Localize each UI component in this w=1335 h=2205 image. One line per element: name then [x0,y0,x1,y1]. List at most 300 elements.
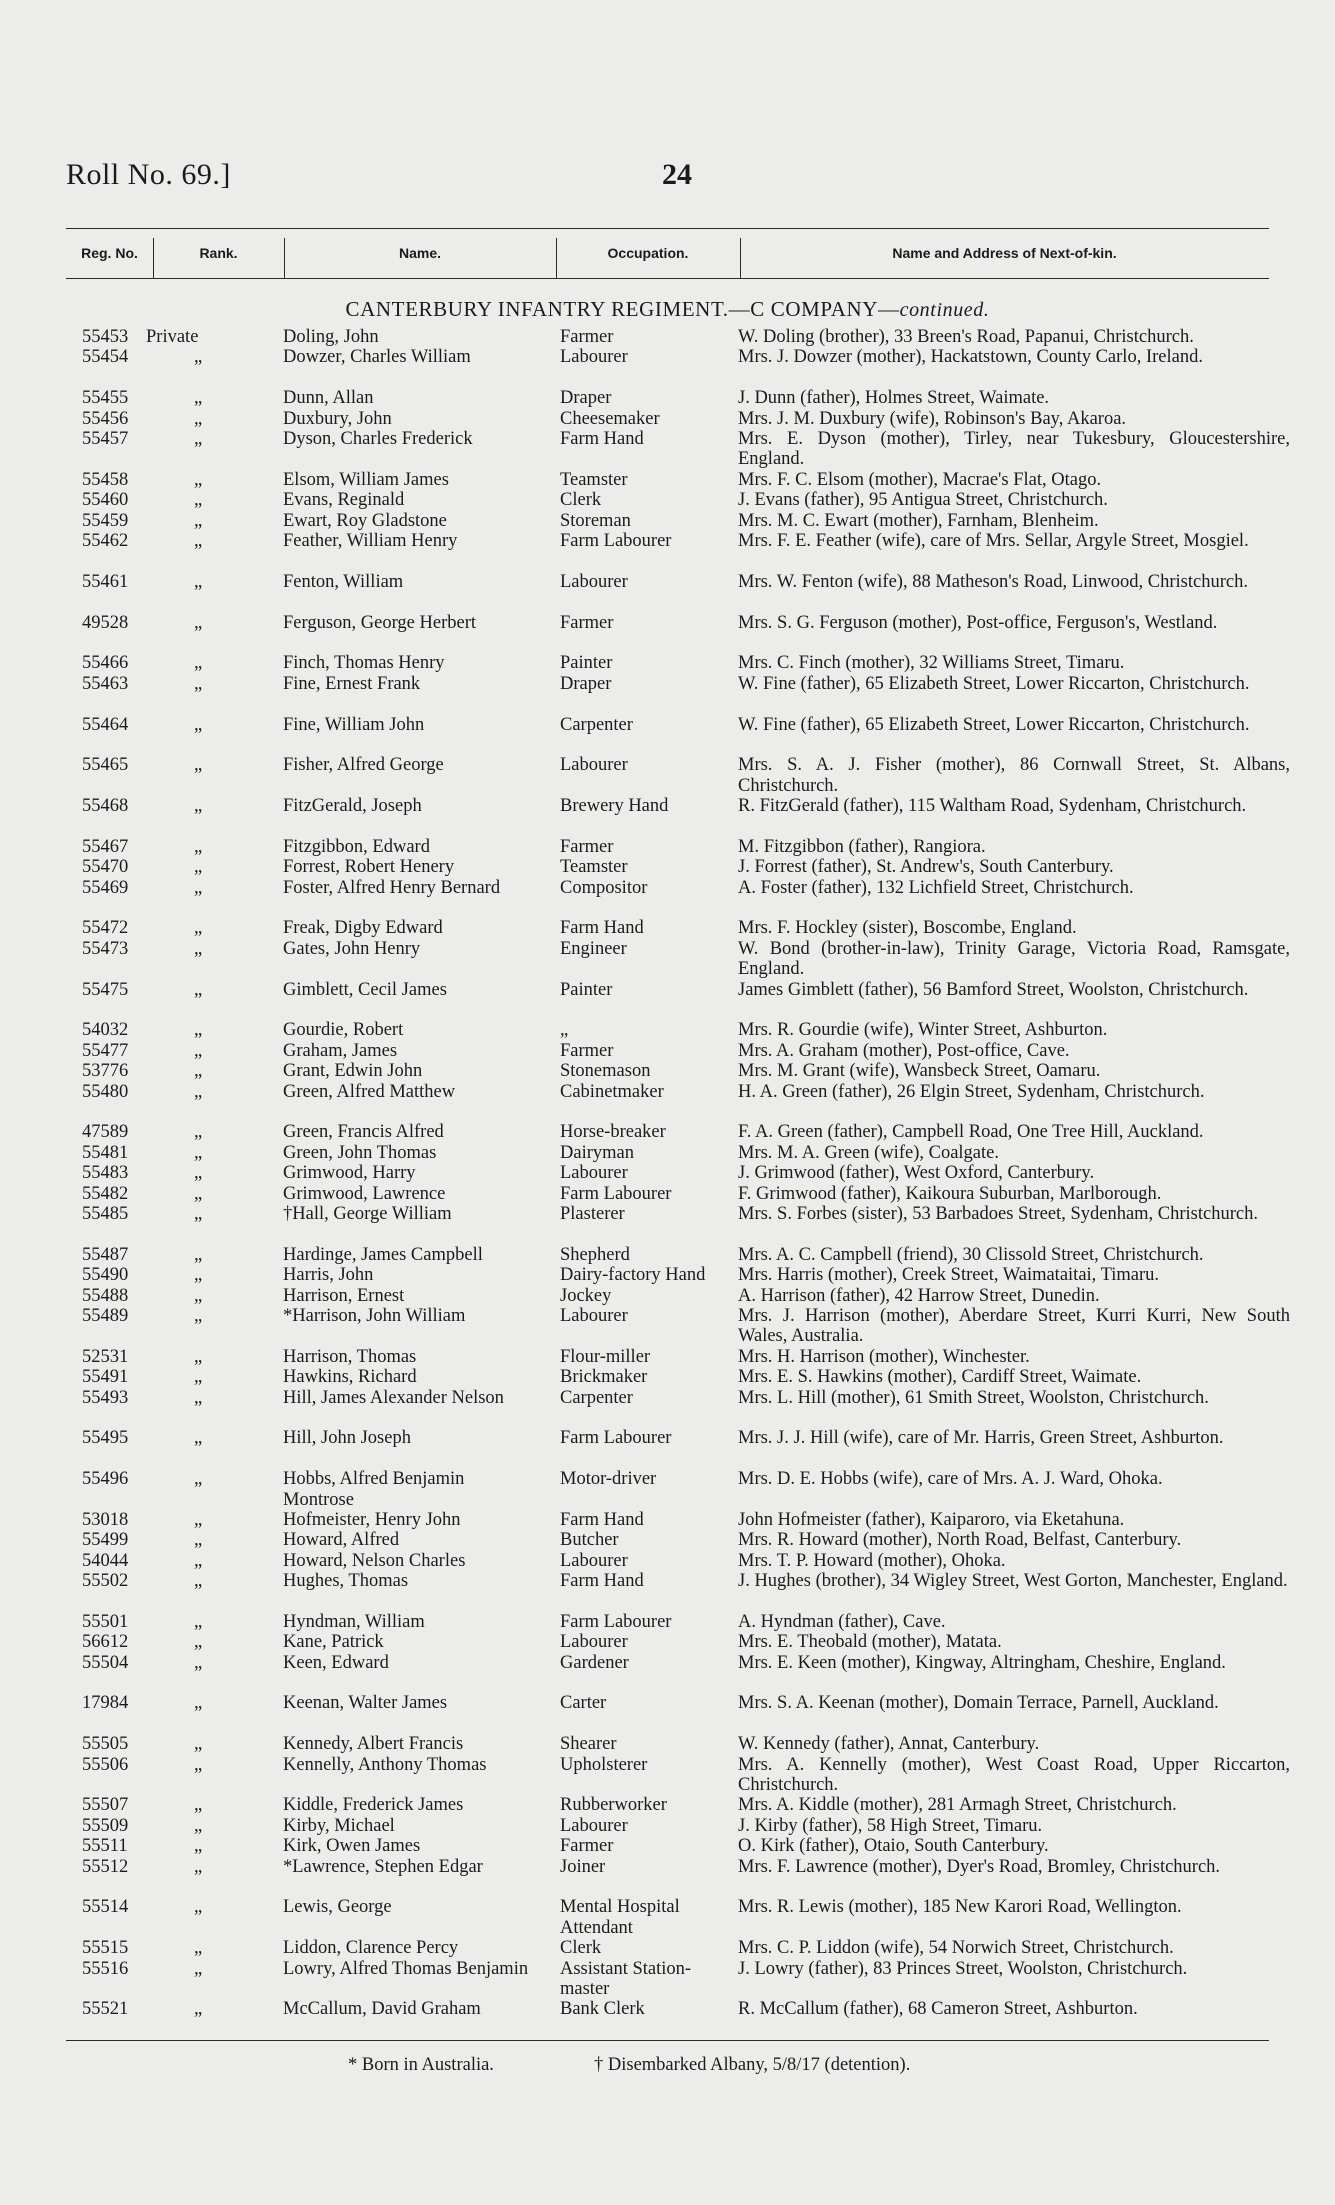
table-row [0,1938,1335,1958]
occupation-cell: Storeman [560,510,631,531]
reg-number: 55493 [82,1387,129,1408]
next-of-kin-cell: M. Fitzgibbon (father), Rangiora. [738,836,986,857]
name-cell: Doling, John [283,327,379,347]
occupation-cell: Horse-breaker [560,1122,666,1143]
name-cell: Foster, Alfred Henry Bernard [283,877,501,898]
next-of-kin-cell: J. Kirby (father), 58 High Street, Timaru. [738,1815,1043,1836]
reg-number: 55502 [82,1571,129,1592]
rank-cell: „ [194,918,203,939]
occupation-cell: Painter [560,979,613,1000]
rank-cell: „ [194,1999,203,2020]
reg-number: 55481 [82,1142,129,1163]
rank-cell: „ [194,1754,203,1775]
rank-cell: „ [194,490,203,511]
table-row [0,1204,1335,1245]
header-next-of-kin: Name and Address of Next-of-kin. [892,245,1117,261]
table-row [0,1020,1335,1040]
occupation-cell: Farmer [560,1040,614,1061]
reg-number: 55506 [82,1754,129,1775]
next-of-kin-cell: J. Forrest (father), St. Andrew's, South Canterbury. [738,857,1114,878]
table-row [0,1041,1335,1061]
reg-number: 55499 [82,1530,129,1551]
reg-number: 55469 [82,877,129,898]
table-row [0,918,1335,938]
name-cell: Kirk, Owen James [283,1836,421,1857]
table-row [0,1163,1335,1183]
name-cell: Dunn, Allan [283,388,374,409]
reg-number: 55467 [82,836,129,857]
next-of-kin-cell: J. Dunn (father), Holmes Street, Waimate. [738,388,1050,409]
header-bottom-rule [66,278,1269,279]
table-row [0,1510,1335,1530]
next-of-kin-cell: Mrs. T. P. Howard (mother), Ohoka. [738,1550,1006,1571]
table-row [0,1897,1335,1938]
reg-number: 55464 [82,714,129,735]
reg-number: 55483 [82,1163,129,1184]
rank-cell: „ [194,1285,203,1306]
table-row [0,327,1335,347]
reg-number: 55489 [82,1305,129,1326]
name-cell: Evans, Reginald [283,490,405,511]
next-of-kin-cell: Mrs. M. A. Green (wife), Coalgate. [738,1142,999,1163]
occupation-cell: Carpenter [560,1387,633,1408]
next-of-kin-cell: W. Bond (brother-in-law), Trinity Garage, Victoria Road, Ramsgate, England. [738,938,1290,980]
next-of-kin-cell: Mrs. F. C. Elsom (mother), Macrae's Flat, Otago. [738,469,1102,490]
occupation-cell: Labourer [560,1632,628,1653]
rank-cell: „ [194,1244,203,1265]
rank-cell: „ [194,857,203,878]
name-cell: Fine, Ernest Frank [283,673,421,694]
next-of-kin-cell: J. Grimwood (father), West Oxford, Canterbury. [738,1163,1095,1184]
rank-cell: „ [194,755,203,776]
rank-cell: „ [194,1550,203,1571]
reg-number: 55466 [82,653,129,674]
rank-cell: „ [194,1428,203,1449]
occupation-cell: Teamster [560,469,628,490]
reg-number: 55495 [82,1428,129,1449]
reg-number: 55475 [82,979,129,1000]
occupation-cell: Painter [560,653,613,674]
reg-number: 55512 [82,1856,129,1877]
reg-number: 55514 [82,1897,129,1918]
name-cell: Grant, Edwin John [283,1061,423,1082]
next-of-kin-cell: Mrs. W. Fenton (wife), 88 Matheson's Road, Linwood, Christchurch. [738,571,1248,592]
rank-cell: „ [194,979,203,1000]
next-of-kin-cell: Mrs. A. Kennelly (mother), West Coast Road, Upper Riccarton, Christchurch. [738,1754,1290,1796]
reg-number: 55487 [82,1244,129,1265]
table-row [0,939,1335,980]
next-of-kin-cell: W. Fine (father), 65 Elizabeth Street, Lower Riccarton, Christchurch. [738,673,1250,694]
rank-cell: „ [194,1734,203,1755]
occupation-cell: Teamster [560,857,628,878]
name-cell: Ewart, Roy Gladstone [283,510,447,531]
occupation-cell: Brickmaker [560,1367,648,1388]
header-name: Name. [398,245,442,261]
table-row [0,613,1335,654]
name-cell: Freak, Digby Edward [283,918,443,939]
table-row [0,1693,1335,1734]
name-cell: Hughes, Thomas [283,1571,409,1592]
reg-number: 55458 [82,469,129,490]
reg-number: 55453 [82,327,129,347]
occupation-cell: Engineer [560,938,627,959]
name-cell: Liddon, Clarence Percy [283,1938,459,1959]
next-of-kin-cell: W. Doling (brother), 33 Breen's Road, Papanui, Christchurch. [738,327,1194,347]
name-cell: Harrison, Thomas [283,1346,417,1367]
rank-cell: „ [194,347,203,368]
occupation-cell: Upholsterer [560,1754,648,1775]
section-title: CANTERBURY INFANTRY REGIMENT.—C COMPANY— [345,297,900,321]
next-of-kin-cell: Mrs. J. M. Duxbury (wife), Robinson's Bay, Akaroa. [738,408,1127,429]
reg-number: 55470 [82,857,129,878]
rank-cell: „ [194,1387,203,1408]
next-of-kin-cell: Mrs. E. S. Hawkins (mother), Cardiff Street, Waimate. [738,1367,1142,1388]
table-row [0,1122,1335,1142]
occupation-cell: Clerk [560,490,602,511]
table-row [0,674,1335,715]
reg-number: 53776 [82,1061,129,1082]
occupation-cell: Motor-driver [560,1469,657,1490]
reg-number: 55511 [82,1836,128,1857]
occupation-cell: Bank Clerk [560,1999,645,2020]
reg-number: 55465 [82,755,129,776]
rank-cell: „ [194,1020,203,1041]
rank-cell: „ [194,1836,203,1857]
reg-number: 55516 [82,1958,129,1979]
rank-cell: „ [194,1611,203,1632]
table-row [0,409,1335,429]
name-cell: Fenton, William [283,571,404,592]
next-of-kin-cell: F. Grimwood (father), Kaikoura Suburban, Marlborough. [738,1183,1162,1204]
roll-label: Roll No. 69.] [66,158,231,191]
table-row [0,837,1335,857]
reg-number: 55461 [82,571,129,592]
reg-number: 55505 [82,1734,129,1755]
next-of-kin-cell: H. A. Green (father), 26 Elgin Street, Sydenham, Christchurch. [738,1081,1205,1102]
rank-cell: „ [194,612,203,633]
rank-cell: „ [194,1061,203,1082]
rank-cell: „ [194,1183,203,1204]
name-cell: *Lawrence, Stephen Edgar [283,1856,483,1877]
reg-number: 53018 [82,1509,129,1530]
rank-cell: „ [194,877,203,898]
next-of-kin-cell: Mrs. E. Dyson (mother), Tirley, near Tukesbury, Gloucestershire, England. [738,428,1290,470]
reg-number: 49528 [82,612,129,633]
name-cell: Fisher, Alfred George [283,755,444,776]
occupation-cell: Carter [560,1693,607,1714]
name-cell: FitzGerald, Joseph [283,796,422,817]
name-cell: Kirby, Michael [283,1815,395,1836]
table-row [0,1306,1335,1347]
table-row [0,1795,1335,1815]
table-row [0,429,1335,470]
name-cell: Grimwood, Lawrence [283,1183,446,1204]
name-cell: Feather, William Henry [283,530,458,551]
rank-cell: „ [194,1938,203,1959]
reg-number: 55490 [82,1265,129,1286]
name-cell: Hawkins, Richard [283,1367,417,1388]
name-cell: Kennedy, Albert Francis [283,1734,464,1755]
rank-cell: „ [194,1632,203,1653]
next-of-kin-cell: Mrs. F. E. Feather (wife), care of Mrs. Sellar, Argyle Street, Mosgiel. [738,530,1249,551]
next-of-kin-cell: J. Evans (father), 95 Antigua Street, Christchurch. [738,490,1108,511]
next-of-kin-cell: Mrs. L. Hill (mother), 61 Smith Street, Woolston, Christchurch. [738,1387,1209,1408]
rank-cell: „ [194,938,203,959]
rank-cell: „ [194,673,203,694]
next-of-kin-cell: Mrs. S. Forbes (sister), 53 Barbadoes Street, Sydenham, Christchurch. [738,1204,1258,1224]
occupation-cell: Farm Labourer [560,530,672,551]
reg-number: 55504 [82,1652,129,1673]
rank-cell: „ [194,1163,203,1184]
rank-cell: „ [194,1142,203,1163]
rank-cell: „ [194,510,203,531]
rank-cell: „ [194,653,203,674]
occupation-cell: Brewery Hand [560,796,669,817]
next-of-kin-cell: James Gimblett (father), 56 Bamford Street, Woolston, Christchurch. [738,979,1249,1000]
name-cell: Kiddle, Frederick James [283,1795,464,1816]
occupation-cell: „ [560,1020,569,1041]
name-cell: Graham, James [283,1040,398,1061]
next-of-kin-cell: Mrs. R. Howard (mother), North Road, Belfast, Canterbury. [738,1530,1182,1551]
reg-number: 55468 [82,796,129,817]
rank-cell: „ [194,1897,203,1918]
next-of-kin-cell: W. Kennedy (father), Annat, Canterbury. [738,1734,1040,1755]
occupation-cell: Farm Labourer [560,1611,672,1632]
rank-cell: „ [194,1469,203,1490]
reg-number: 55501 [82,1611,129,1632]
table-row [0,653,1335,673]
table-row [0,470,1335,490]
table-row [0,1959,1335,2000]
table-row [0,1836,1335,1856]
rank-cell: „ [194,796,203,817]
name-cell: Fitzgibbon, Edward [283,836,430,857]
table-row [0,1286,1335,1306]
occupation-cell: Labourer [560,1815,628,1836]
table-row [0,1530,1335,1550]
table-row [0,796,1335,837]
occupation-cell: Farm Hand [560,1509,644,1530]
reg-number: 54032 [82,1020,129,1041]
table-row [0,1082,1335,1123]
occupation-cell: Clerk [560,1938,602,1959]
rank-cell: „ [194,388,203,409]
next-of-kin-cell: J. Lowry (father), 83 Princes Street, Woolston, Christchurch. [738,1958,1188,1979]
reg-number: 55454 [82,347,129,368]
table-row [0,572,1335,613]
next-of-kin-cell: A. Foster (father), 132 Lichfield Street, Christchurch. [738,877,1134,898]
rank-cell: „ [194,1204,203,1224]
table-row [0,1265,1335,1285]
next-of-kin-cell: O. Kirk (father), Otaio, South Canterbury. [738,1836,1049,1857]
table-row [0,1061,1335,1081]
reg-number: 55463 [82,673,129,694]
next-of-kin-cell: Mrs. A. Kiddle (mother), 281 Armagh Street, Christchurch. [738,1795,1177,1816]
occupation-cell: Farm Labourer [560,1428,672,1449]
reg-number: 55455 [82,388,129,409]
rank-cell: „ [194,1040,203,1061]
footnote-born: * Born in Australia. [348,2055,494,2075]
occupation-cell: Dairy-factory Hand [560,1265,706,1286]
rank-cell: „ [194,1346,203,1367]
name-cell: Howard, Nelson Charles [283,1550,466,1571]
next-of-kin-cell: Mrs. E. Keen (mother), Kingway, Altringham, Cheshire, England. [738,1652,1226,1673]
name-cell: Keenan, Walter James [283,1693,448,1714]
occupation-cell: Joiner [560,1856,606,1877]
table-row [0,347,1335,388]
occupation-cell: Farmer [560,1836,614,1857]
table-row [0,531,1335,572]
footnote-disembarked: † Disembarked Albany, 5/8/17 (detention). [594,2055,911,2075]
table-row [0,1734,1335,1754]
next-of-kin-cell: Mrs. F. Lawrence (mother), Dyer's Road, Bromley, Christchurch. [738,1856,1221,1877]
next-of-kin-cell: Mrs. A. C. Campbell (friend), 30 Clissold Street, Christchurch. [738,1244,1204,1265]
next-of-kin-cell: Mrs. A. Graham (mother), Post-office, Cave. [738,1040,1070,1061]
occupation-cell: Cabinetmaker [560,1081,664,1102]
table-row [0,1388,1335,1429]
table-row [0,1857,1335,1898]
name-cell: Dyson, Charles Frederick [283,428,473,449]
name-cell: Grimwood, Harry [283,1163,416,1184]
name-cell: Duxbury, John [283,408,392,429]
occupation-cell: Dairyman [560,1142,634,1163]
footer-rule [66,2040,1269,2041]
occupation-cell: Labourer [560,755,628,776]
occupation-cell: Jockey [560,1285,612,1306]
rank-cell: „ [194,1693,203,1714]
reg-number: 55515 [82,1938,129,1959]
next-of-kin-cell: Mrs. Harris (mother), Creek Street, Waimataitai, Timaru. [738,1265,1160,1286]
table-row [0,388,1335,408]
next-of-kin-cell: J. Hughes (brother), 34 Wigley Street, West Gorton, Manchester, England. [738,1571,1288,1592]
reg-number: 55507 [82,1795,129,1816]
table-row [0,1245,1335,1265]
name-cell: Hyndman, William [283,1611,425,1632]
reg-number: 47589 [82,1122,129,1143]
occupation-cell: Assistant Station-master [560,1958,692,2000]
name-cell: Green, Alfred Matthew [283,1081,456,1102]
next-of-kin-cell: Mrs. R. Lewis (mother), 185 New Karori Road, Wellington. [738,1897,1182,1918]
occupation-cell: Shearer [560,1734,617,1755]
occupation-cell: Labourer [560,1163,628,1184]
next-of-kin-cell: John Hofmeister (father), Kaiparoro, via Eketahuna. [738,1509,1125,1530]
rank-cell: „ [194,1856,203,1877]
reg-number: 55460 [82,490,129,511]
occupation-cell: Stonemason [560,1061,651,1082]
name-cell: Lewis, George [283,1897,392,1918]
table-row [0,1816,1335,1836]
occupation-cell: Plasterer [560,1204,625,1224]
occupation-cell: Labourer [560,571,628,592]
header-reg-no: Reg. No. [81,245,138,261]
occupation-cell: Farm Hand [560,428,644,449]
next-of-kin-cell: Mrs. J. Harrison (mother), Aberdare Street, Kurri Kurri, New South Wales, Australia. [738,1305,1290,1347]
table-row [0,755,1335,796]
next-of-kin-cell: Mrs. J. Dowzer (mother), Hackatstown, County Carlo, Ireland. [738,347,1203,368]
occupation-cell: Farmer [560,327,614,347]
occupation-cell: Rubberworker [560,1795,667,1816]
occupation-cell: Cheesemaker [560,408,660,429]
reg-number: 56612 [82,1632,129,1653]
header-rank: Rank. [199,245,238,261]
occupation-cell: Mental Hospital Attendant [560,1897,680,1938]
rank-cell: Private [146,327,199,347]
rank-cell: „ [194,571,203,592]
rank-cell: „ [194,1815,203,1836]
next-of-kin-cell: Mrs. R. Gourdie (wife), Winter Street, Ashburton. [738,1020,1108,1041]
rank-cell: „ [194,428,203,449]
next-of-kin-cell: F. A. Green (father), Campbell Road, One Tree Hill, Auckland. [738,1122,1204,1143]
rank-cell: „ [194,1795,203,1816]
reg-number: 55462 [82,530,129,551]
name-cell: Keen, Edward [283,1652,389,1673]
next-of-kin-cell: Mrs. S. A. Keenan (mother), Domain Terrace, Parnell, Auckland. [738,1693,1219,1714]
table-row [0,1571,1335,1612]
rank-cell: „ [194,1122,203,1143]
name-cell: *Harrison, John William [283,1305,466,1326]
name-cell: McCallum, David Graham [283,1999,481,2020]
next-of-kin-cell: W. Fine (father), 65 Elizabeth Street, Lower Riccarton, Christchurch. [738,714,1250,735]
table-row [0,490,1335,510]
name-cell: Hobbs, Alfred Benjamin Montrose [283,1469,465,1510]
reg-number: 52531 [82,1346,129,1367]
reg-number: 55485 [82,1204,129,1224]
occupation-cell: Flour-miller [560,1346,651,1367]
rank-cell: „ [194,1571,203,1592]
occupation-cell: Compositor [560,877,648,898]
roll-table [0,327,1335,2020]
section-heading [66,297,1269,322]
table-row [0,715,1335,756]
table-row [0,1612,1335,1632]
table-row [0,1653,1335,1694]
name-cell: Kennelly, Anthony Thomas [283,1754,487,1775]
table-row [0,1143,1335,1163]
name-cell: Green, John Thomas [283,1142,437,1163]
next-of-kin-cell: Mrs. E. Theobald (mother), Matata. [738,1632,1002,1653]
name-cell: Forrest, Robert Henery [283,857,455,878]
reg-number: 55472 [82,918,129,939]
table-row [0,980,1335,1021]
next-of-kin-cell: Mrs. J. J. Hill (wife), care of Mr. Harris, Green Street, Ashburton. [738,1428,1224,1449]
rank-cell: „ [194,1081,203,1102]
name-cell: Hardinge, James Campbell [283,1244,483,1265]
occupation-cell: Gardener [560,1652,629,1673]
name-cell: Fine, William John [283,714,425,735]
table-row [0,857,1335,877]
rank-cell: „ [194,714,203,735]
occupation-cell: Labourer [560,1305,628,1326]
next-of-kin-cell: Mrs. D. E. Hobbs (wife), care of Mrs. A. J. Ward, Ohoka. [738,1469,1163,1490]
rank-cell: „ [194,1367,203,1388]
table-row [0,1184,1335,1204]
reg-number: 17984 [82,1693,129,1714]
next-of-kin-cell: R. McCallum (father), 68 Cameron Street, Ashburton. [738,1999,1138,2020]
name-cell: Elsom, William James [283,469,449,490]
table-row [0,1469,1335,1510]
rank-cell: „ [194,1652,203,1673]
header-top-rule [66,228,1269,229]
next-of-kin-cell: Mrs. S. G. Ferguson (mother), Post-office, Ferguson's, Westland. [738,612,1218,633]
occupation-cell: Butcher [560,1530,619,1551]
name-cell: Lowry, Alfred Thomas Benjamin [283,1958,529,1979]
occupation-cell: Farmer [560,612,614,633]
next-of-kin-cell: A. Harrison (father), 42 Harrow Street, Dunedin. [738,1285,1100,1306]
next-of-kin-cell: Mrs. C. P. Liddon (wife), 54 Norwich Street, Christchurch. [738,1938,1174,1959]
name-cell: Hofmeister, Henry John [283,1509,461,1530]
table-row [0,511,1335,531]
occupation-cell: Carpenter [560,714,633,735]
